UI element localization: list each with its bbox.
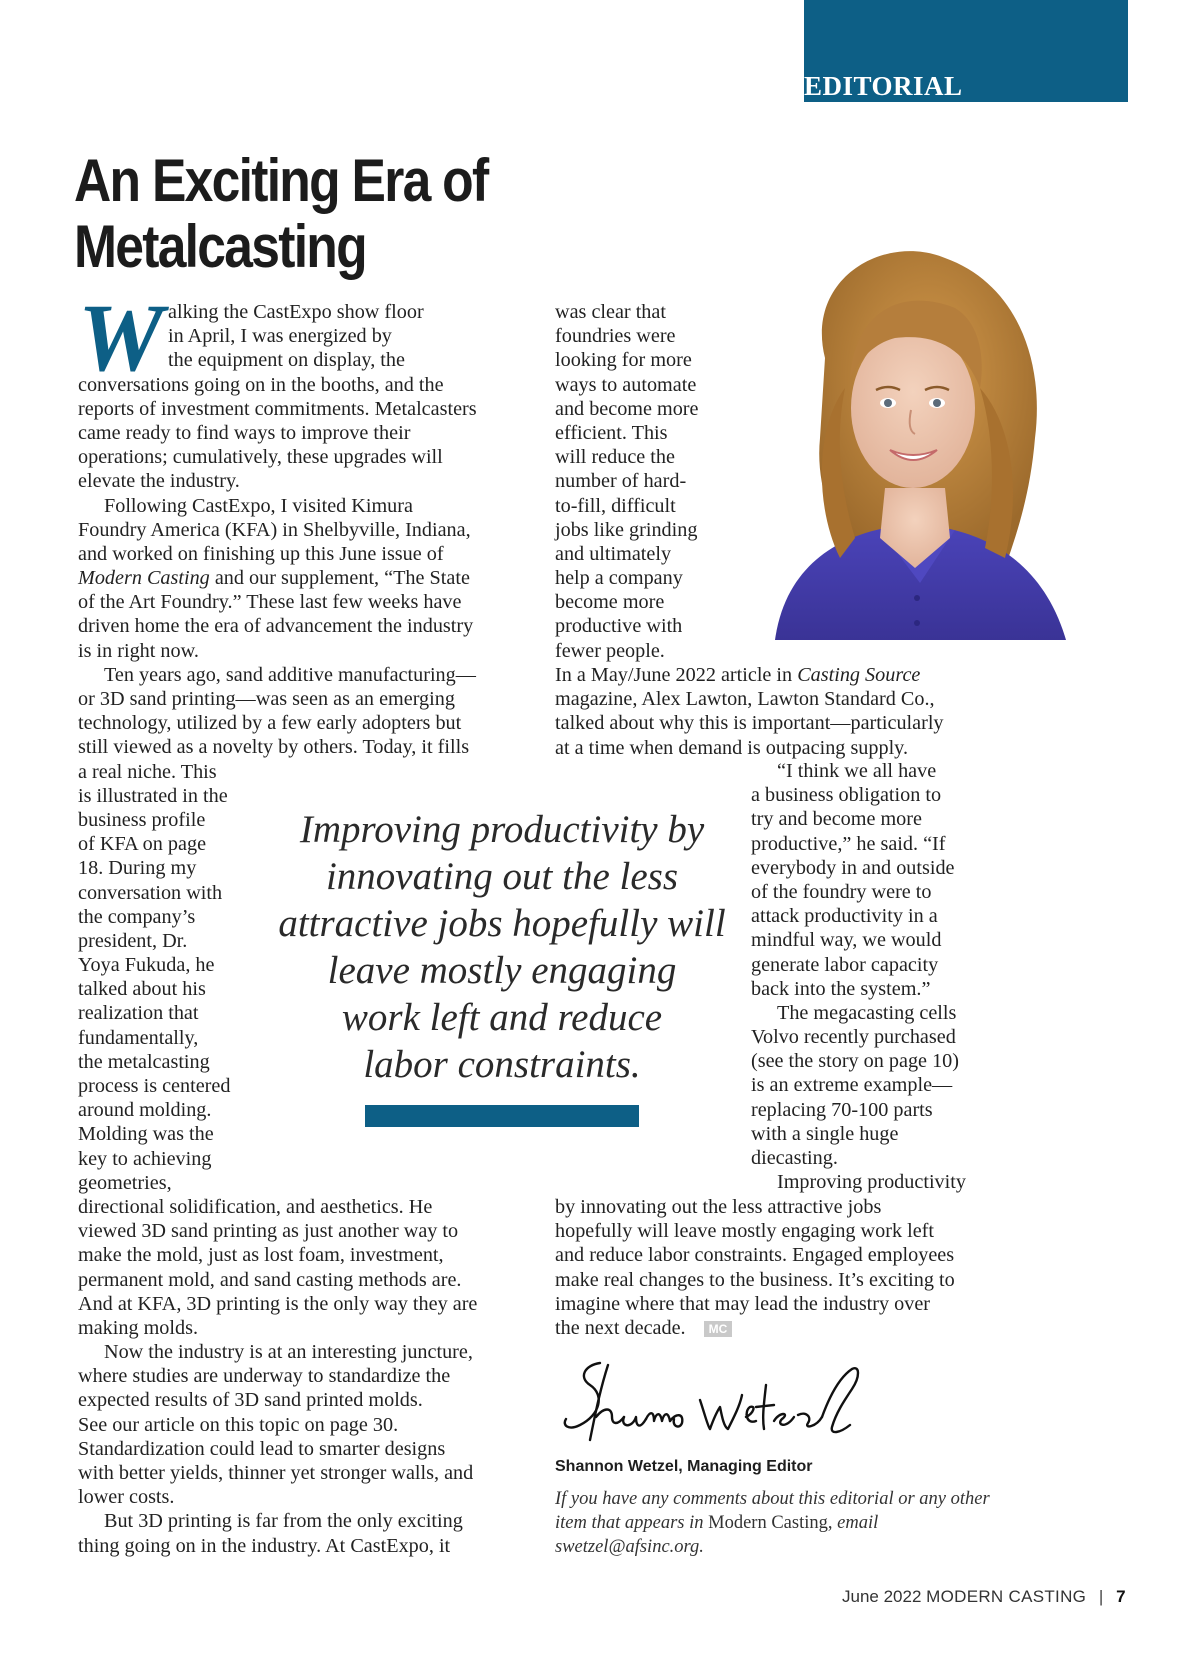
pull-quote-line: attractive jobs hopefully will	[278, 902, 726, 945]
drop-cap: W	[78, 284, 164, 391]
text-line: Standardization could lead to smarter designs	[78, 1437, 446, 1460]
text-line: the company’s	[78, 905, 196, 928]
text-line: conversation with	[78, 881, 223, 904]
text-line: around molding.	[78, 1099, 212, 1122]
headline-line-1: An Exciting Era of	[74, 147, 488, 214]
text-line: with a single huge	[751, 1122, 899, 1145]
text-line: 18. During my	[78, 857, 197, 880]
text-line: Molding was the	[78, 1123, 214, 1146]
text-line: reports of investment commitments. Metalcasters	[78, 397, 477, 420]
signature-name: Shannon Wetzel, Managing Editor	[555, 1458, 813, 1475]
contact-text: If you have any comments about this editorial or any other item that appears in	[555, 1489, 990, 1533]
text-line: thing going on in the industry. At CastExpo, it	[78, 1534, 451, 1557]
column-2-bottom-text	[555, 1195, 955, 1340]
text-line: productive,” he said. “If	[751, 832, 946, 855]
text-line: will reduce the	[555, 446, 675, 469]
text-line: business profile	[78, 808, 206, 831]
text-line: and worked on finishing up this June issue of	[78, 542, 444, 565]
text-line: a real niche. This	[78, 760, 217, 783]
text-line: by innovating out the less attractive jobs	[555, 1196, 882, 1218]
text-line: came ready to find ways to improve their	[78, 421, 411, 444]
text-line: realization that	[78, 1002, 199, 1025]
text-line: And at KFA, 3D printing is the only way they are	[78, 1292, 478, 1315]
pull-quote-line: leave mostly engaging	[327, 949, 677, 992]
author-portrait-illustration	[745, 238, 1066, 640]
text-line: everybody in and outside	[751, 856, 955, 879]
end-mark-badge: MC	[704, 1321, 733, 1337]
text-line: But 3D printing is far from the only exciting	[104, 1510, 463, 1533]
text-line: (see the story on page 10)	[751, 1050, 959, 1073]
text-line: Foundry America (KFA) in Shelbyville, Indiana,	[78, 518, 471, 541]
pull-quote	[262, 806, 742, 1088]
text-line: was clear that	[555, 301, 666, 323]
text-line: make real changes to the business. It’s exciting to	[555, 1268, 955, 1291]
contact-publication: Modern Casting,	[708, 1513, 833, 1533]
handwritten-signature	[560, 1355, 880, 1450]
footer-separator: |	[1098, 1587, 1104, 1606]
text-line: talked about his	[78, 978, 206, 1001]
text-line: back into the system.”	[751, 977, 931, 1000]
footer-date: June 2022	[842, 1587, 922, 1606]
text-line: and reduce labor constraints. Engaged employees	[555, 1244, 955, 1267]
text-line: the metalcasting	[78, 1050, 210, 1073]
text-line: of KFA on page	[78, 833, 207, 856]
text-line: talked about why this is important—particularly	[555, 712, 944, 735]
contact-email: email swetzel@afsinc.org.	[555, 1513, 879, 1557]
text-line: In a May/June 2022 article in Casting Source	[555, 664, 921, 686]
text-line: lower costs.	[78, 1486, 175, 1509]
text-line: fundamentally,	[78, 1026, 199, 1049]
text-line: expected results of 3D sand printed molds.	[78, 1389, 423, 1412]
text-line: number of hard-	[555, 470, 687, 493]
text-line: operations; cumulatively, these upgrades will	[78, 446, 443, 469]
text-line: permanent mold, and sand casting methods are.	[78, 1268, 462, 1291]
text-line: The megacasting cells	[777, 1001, 957, 1024]
text-line: the equipment on display, the	[168, 349, 405, 372]
page-footer	[842, 1586, 1126, 1608]
text-line: to-fill, difficult	[555, 494, 676, 517]
text-line: foundries were	[555, 325, 676, 348]
text-line: replacing 70-100 parts	[751, 1098, 933, 1121]
text-line: or 3D sand printing—was seen as an emerging	[78, 688, 455, 710]
text-line: looking for more	[555, 349, 692, 372]
text-line: diecasting.	[751, 1147, 838, 1169]
text-line: See our article on this topic on page 30.	[78, 1413, 399, 1436]
column-3-side-text	[751, 759, 966, 1194]
pull-quote-line: innovating out the less	[325, 855, 679, 898]
text-line: make the mold, just as lost foam, investment,	[78, 1244, 444, 1267]
pull-quote-line: Improving productivity by	[299, 808, 705, 851]
text-line: “I think we all have	[777, 760, 937, 782]
text-line: in April, I was energized by	[168, 325, 392, 348]
text-line: Following CastExpo, I visited Kimura	[104, 494, 413, 517]
text-line: mindful way, we would	[751, 929, 942, 952]
text-line: alking the CastExpo show floor	[168, 301, 424, 323]
text-line: magazine, Alex Lawton, Lawton Standard Co.,	[555, 688, 935, 711]
text-line: hopefully will leave mostly engaging work left	[555, 1220, 934, 1243]
text-line: technology, utilized by a few early adopters but	[78, 712, 462, 735]
headline-line-2: Metalcasting	[74, 213, 366, 280]
text-line: Ten years ago, sand additive manufacturing—	[104, 663, 476, 686]
text-line: Yoya Fukuda, he	[78, 954, 215, 977]
pull-quote-line: work left and reduce	[341, 996, 663, 1039]
text-line: with better yields, thinner yet stronger walls, and	[78, 1462, 474, 1484]
text-line: become more	[555, 591, 665, 614]
text-line: directional solidification, and aesthetics. He	[78, 1195, 433, 1218]
text-line: and become more	[555, 397, 699, 420]
text-line: ways to automate	[555, 373, 697, 396]
text-line: and ultimately	[555, 542, 672, 565]
author-photo	[745, 238, 1066, 640]
text-line: driven home the era of advancement the industry	[78, 615, 474, 638]
text-line: elevate the industry.	[78, 470, 240, 493]
text-line: of the foundry were to	[751, 880, 932, 903]
text-line: making molds.	[78, 1316, 199, 1339]
text-line: try and become more	[751, 808, 922, 831]
text-line: key to achieving	[78, 1147, 212, 1170]
text-line: still viewed as a novelty by others. Today, it fills	[78, 736, 470, 759]
text-line: is an extreme example—	[751, 1074, 953, 1097]
text-line: help a company	[555, 567, 683, 590]
text-line: jobs like grinding	[555, 518, 698, 541]
column-2-narrow-text	[555, 300, 699, 663]
text-line: is illustrated in the	[78, 784, 228, 807]
text-line: process is centered	[78, 1075, 231, 1097]
text-line: fewer people.	[555, 639, 665, 662]
text-line: Volvo recently purchased	[751, 1026, 956, 1049]
text-line: at a time when demand is outpacing supply.	[555, 736, 909, 759]
text-line: president, Dr.	[78, 929, 188, 952]
text-line: generate labor capacity	[751, 953, 939, 976]
text-line: Modern Casting and our supplement, “The State	[78, 567, 470, 590]
text-line: Improving productivity	[777, 1171, 966, 1194]
headline	[74, 148, 556, 280]
text-line: where studies are underway to standardize the	[78, 1365, 451, 1388]
text-line: a business obligation to	[751, 784, 942, 807]
text-line: geometries,	[78, 1171, 172, 1194]
column-2-wide-text	[555, 663, 944, 760]
text-line: the next decade. MC	[555, 1316, 955, 1340]
page-number: 7	[1116, 1587, 1126, 1606]
text-line: is in right now.	[78, 639, 199, 662]
contact-note	[555, 1487, 1015, 1559]
text-line: Now the industry is at an interesting juncture,	[104, 1341, 473, 1364]
text-line: imagine where that may lead the industry over	[555, 1292, 931, 1315]
text-line: attack productivity in a	[751, 905, 938, 928]
pull-quote-line: labor constraints.	[363, 1043, 641, 1086]
pull-quote-rule	[365, 1105, 639, 1127]
section-tab-label: EDITORIAL	[804, 71, 963, 101]
footer-magazine: MODERN CASTING	[926, 1587, 1087, 1606]
text-line: conversations going on in the booths, and the	[78, 373, 444, 396]
text-line: efficient. This	[555, 421, 668, 444]
text-line: productive with	[555, 615, 683, 638]
text-line: viewed 3D sand printing as just another way to	[78, 1220, 459, 1243]
text-line: of the Art Foundry.” These last few weeks have	[78, 591, 462, 614]
